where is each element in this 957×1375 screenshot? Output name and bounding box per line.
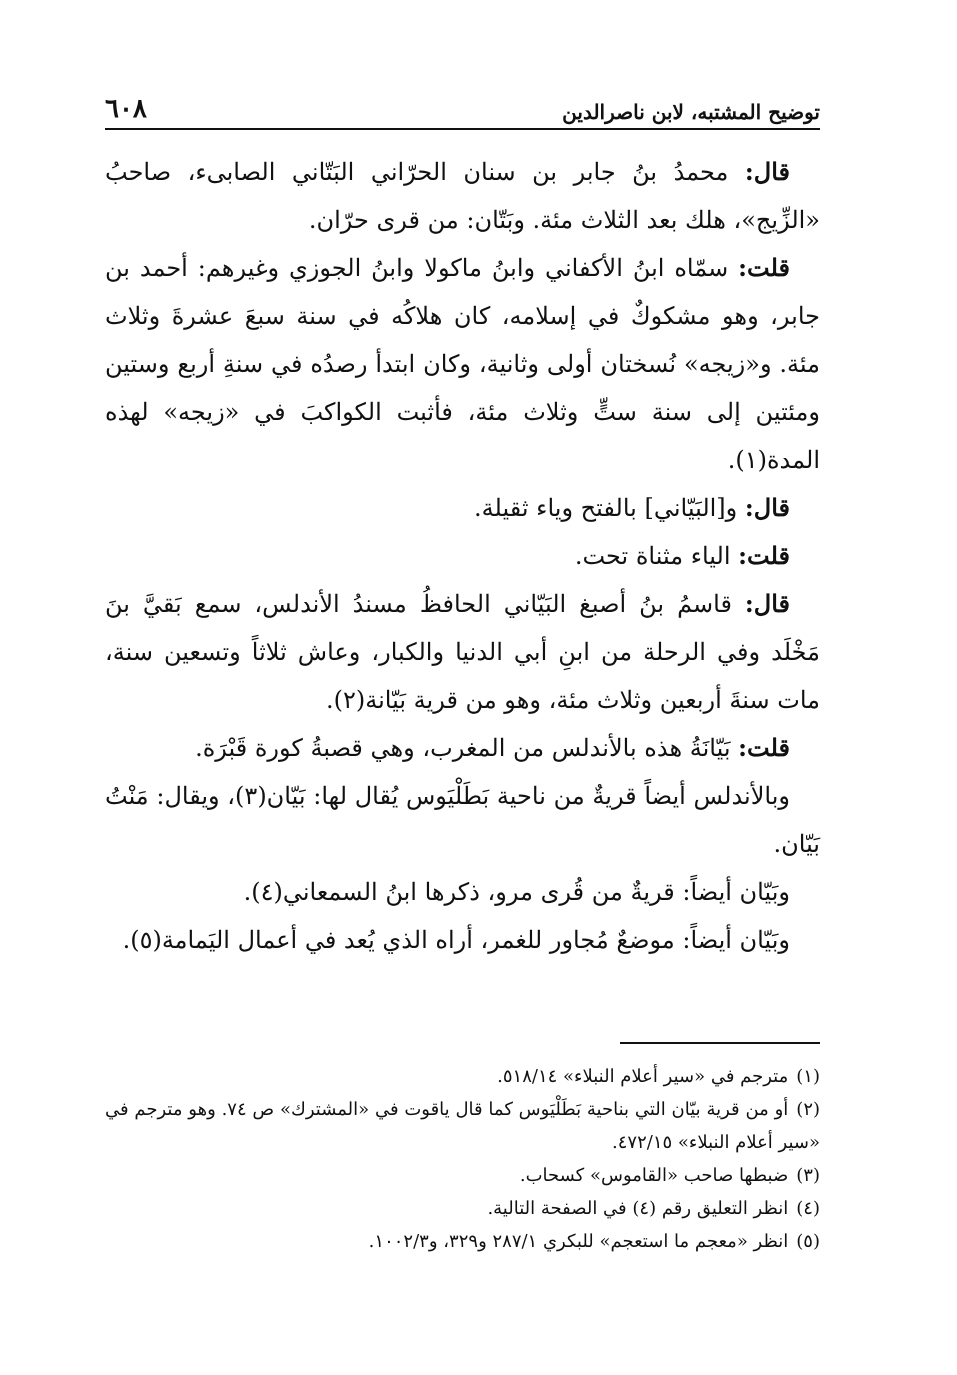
paragraph-text: وبَيّان أيضاً: قريةٌ من قُرى مرو، ذكرها ابنُ السمعاني(٤). bbox=[243, 878, 790, 906]
paragraph-lead: قلت: bbox=[738, 253, 790, 282]
paragraph-text: محمدُ بنُ جابر بن سنان الحرّاني البَتّاني الصابىء، صاحبُ «الزِّيج»، هلك بعد الثلاث مئة. وبَتّان: من قرى حرّان. bbox=[105, 158, 820, 234]
main-text bbox=[105, 148, 820, 964]
footnote-number: (٥) bbox=[796, 1231, 820, 1252]
footnote-3 bbox=[105, 1159, 820, 1192]
paragraph-4 bbox=[105, 532, 820, 580]
paragraph-text: سمّاه ابنُ الأكفاني وابنُ ماكولا وابنُ الجوزي وغيرهم: أحمد بن جابر، وهو مشكوكٌ في إسلامه، كان هلاكُه في سنة سبعَ عشرةَ وثلاث مئة. و«زيجه» نُسختان أولى وثانية، وكان ابتدأ رصدُه في سنةِ أربع وستين ومئتين إلى سنة ستٍّ وثلاث مئة، فأثبت الكواكبَ في «زيجه» لهذه المدة(١). bbox=[105, 254, 820, 474]
footnote-divider bbox=[620, 1042, 820, 1044]
paragraph-lead: قال: bbox=[744, 493, 790, 522]
footnote-text: مترجم في «سير أعلام النبلاء» ٥١٨/١٤. bbox=[497, 1066, 789, 1087]
footnote-2 bbox=[105, 1093, 820, 1159]
footnote-number: (٣) bbox=[796, 1165, 820, 1186]
paragraph-7 bbox=[105, 772, 820, 868]
paragraph-3 bbox=[105, 484, 820, 532]
footnote-text: انظر التعليق رقم (٤) في الصفحة التالية. bbox=[487, 1198, 789, 1219]
paragraph-text: و[البَيّاني] بالفتح وياء ثقيلة. bbox=[474, 494, 738, 522]
footnote-1 bbox=[105, 1060, 820, 1093]
footnote-text: أو من قرية بيّان التي بناحية بَطَلْيَوس كما قال ياقوت في «المشترك» ص ٧٤. وهو مترجم في «سير أعلام النبلاء» ٤٧٢/١٥. bbox=[105, 1099, 820, 1153]
paragraph-text: قاسمُ بنُ أصبغ البَيّاني الحافظُ مسندُ الأندلس، سمع بَقيَّ بنَ مَخْلَد وفي الرحلة من ابنِ أبي الدنيا والكبار، وعاش ثلاثاً وتسعين سنة، مات سنةَ أربعين وثلاث مئة، وهو من قرية بَيّانة(٢). bbox=[105, 590, 820, 714]
paragraph-text: بَيّانَةُ هذه بالأندلس من المغرب، وهي قصبةُ كورة قَبْرَة. bbox=[195, 734, 731, 762]
paragraph-lead: قال: bbox=[744, 157, 790, 186]
paragraph-lead: قال: bbox=[744, 589, 790, 618]
paragraph-8 bbox=[105, 868, 820, 916]
footnote-text: انظر «معجم ما استعجم» للبكري ٢٨٧/١ و٣٢٩، و١٠٠٢/٣. bbox=[368, 1231, 789, 1252]
paragraph-text: وبَيّان أيضاً: موضعٌ مُجاور للغمر، أراه الذي يُعد في أعمال اليَمامة(٥). bbox=[122, 926, 790, 954]
paragraph-2 bbox=[105, 244, 820, 484]
paragraph-9 bbox=[105, 916, 820, 964]
footnote-text: ضبطها صاحب «القاموس» كسحاب. bbox=[519, 1165, 789, 1186]
paragraph-text: الياء مثناة تحت. bbox=[574, 542, 731, 570]
paragraph-lead: قلت: bbox=[738, 541, 790, 570]
footnote-5 bbox=[105, 1225, 820, 1258]
page-header bbox=[105, 88, 820, 130]
footnotes bbox=[105, 1060, 820, 1258]
paragraph-text: وبالأندلس أيضاً قريةٌ من ناحية بَطَلْيَوس يُقال لها: بَيّان(٣)، ويقال: مَنْتُ بَيّان. bbox=[105, 782, 820, 858]
paragraph-1 bbox=[105, 148, 820, 244]
footnote-number: (١) bbox=[796, 1066, 820, 1087]
paragraph-5 bbox=[105, 580, 820, 724]
page-number: ٦٠٨ bbox=[105, 94, 147, 124]
running-title: توضيح المشتبه، لابن ناصرالدين bbox=[562, 100, 820, 124]
paragraph-lead: قلت: bbox=[738, 733, 790, 762]
paragraph-6 bbox=[105, 724, 820, 772]
footnote-4 bbox=[105, 1192, 820, 1225]
footnote-number: (٢) bbox=[796, 1099, 821, 1120]
footnote-number: (٤) bbox=[796, 1198, 820, 1219]
